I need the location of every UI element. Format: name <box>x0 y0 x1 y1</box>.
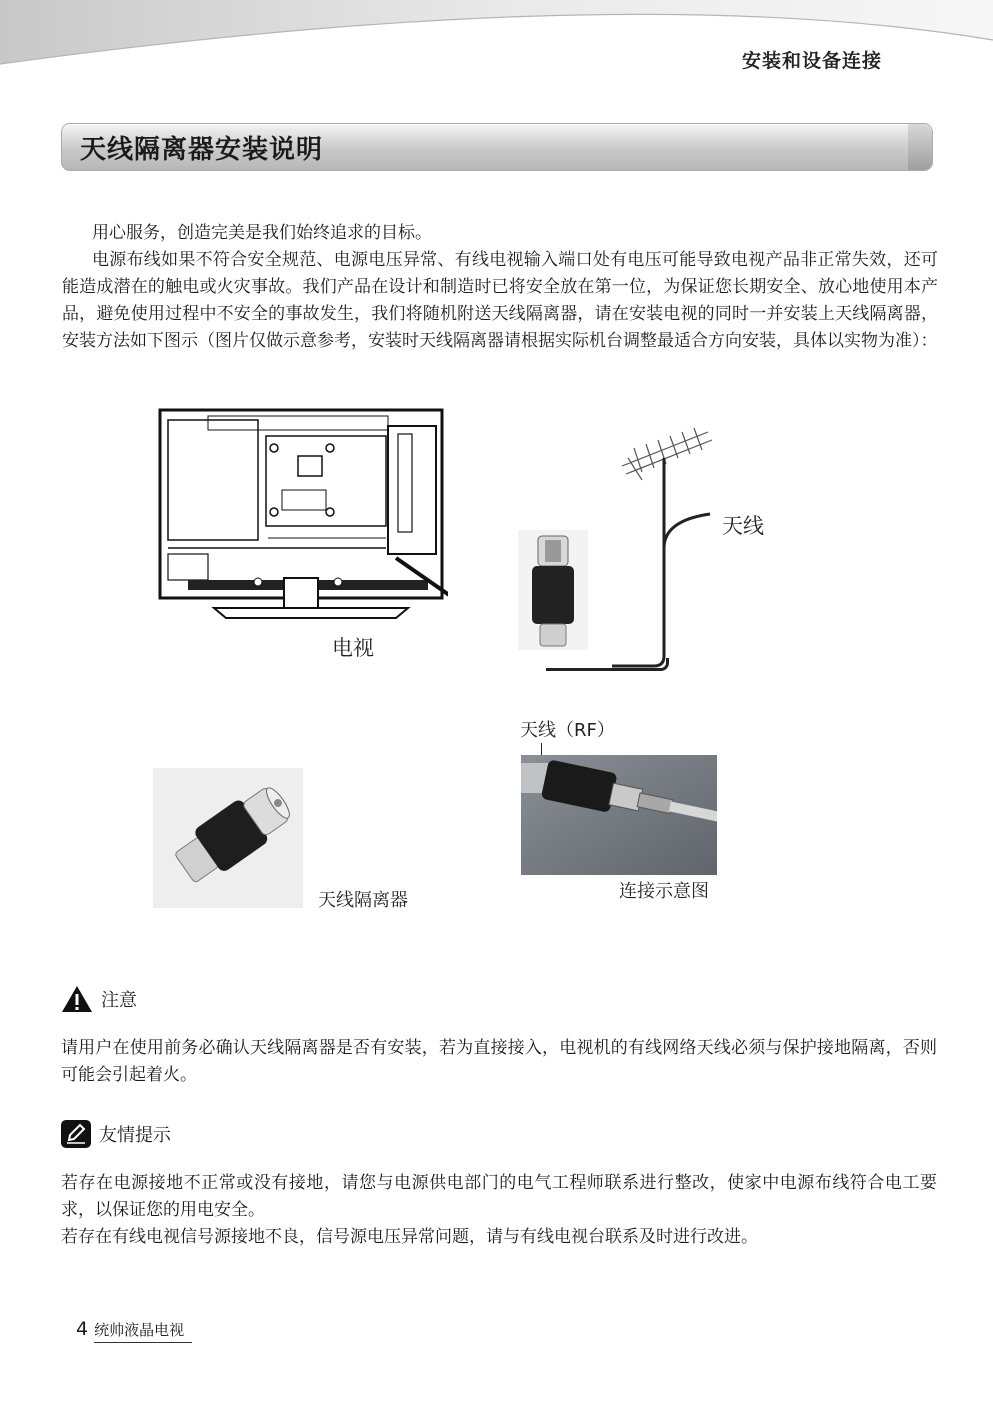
antenna-label: 天线 <box>722 514 764 538</box>
note-title: 注意 <box>101 990 137 1011</box>
note-section <box>61 985 937 1089</box>
tip-text-2: 若存在有线电视信号源接地不良，信号源电压异常问题，请与有线电视台联系及时进行改进。 <box>61 1227 758 1247</box>
tip-text-1: 若存在电源接地不正常或没有接地，请您与电源供电部门的电气工程师联系进行整改，使家中电源布线符合电工要求，以保证您的用电安全。 <box>61 1173 937 1220</box>
tip-title: 友情提示 <box>99 1125 171 1146</box>
pencil-note-icon <box>61 1120 91 1148</box>
section-header: 安装和设备连接 <box>742 50 883 72</box>
rf-pointer-line <box>541 743 542 755</box>
antenna-illustration <box>612 418 732 668</box>
tv-label: 电视 <box>332 636 374 660</box>
title-bar-accent <box>908 124 932 170</box>
antenna-isolator-photo <box>153 768 303 908</box>
page-number: 4 <box>76 1318 89 1340</box>
rf-label: 天线（RF） <box>520 720 615 741</box>
page-title: 天线隔离器安装说明 <box>80 135 324 165</box>
page-footer <box>76 1318 192 1343</box>
connection-label: 连接示意图 <box>619 881 709 902</box>
antenna-cable <box>546 658 669 671</box>
intro-paragraph: 电源布线如果不符合安全规范、电源电压异常、有线电视输入端口处有电压可能导致电视产品非正常失效，还可能造成潜在的触电或火灾事故。我们产品在设计和制造时已将安全放在第一位，为保证您长期安全、放心地使用本产品，避免使用过程中不安全的事故发生，我们将随机附送天线隔离器，请在安装电视的同时一并安装上天线隔离器，安装方法如下图示（图片仅做示意参考，安装时天线隔离器请根据实际机台调整最适合方向安装，具体以实物为准）： <box>62 250 938 351</box>
note-text: 请用户在使用前务必确认天线隔离器是否有安装，若为直接接入，电视机的有线网络天线必须与保护接地隔离，否则可能会引起着火。 <box>61 1038 937 1085</box>
intro-line: 用心服务，创造完美是我们始终追求的目标。 <box>92 223 432 243</box>
tip-section <box>61 1120 937 1251</box>
connection-photo <box>521 755 717 875</box>
isolator-photo-small <box>518 530 588 650</box>
warning-icon <box>61 985 93 1013</box>
brand-name: 统帅液晶电视 <box>94 1319 192 1343</box>
intro-section <box>62 220 938 355</box>
isolator-label: 天线隔离器 <box>318 890 408 911</box>
tv-rear-illustration <box>158 408 448 623</box>
